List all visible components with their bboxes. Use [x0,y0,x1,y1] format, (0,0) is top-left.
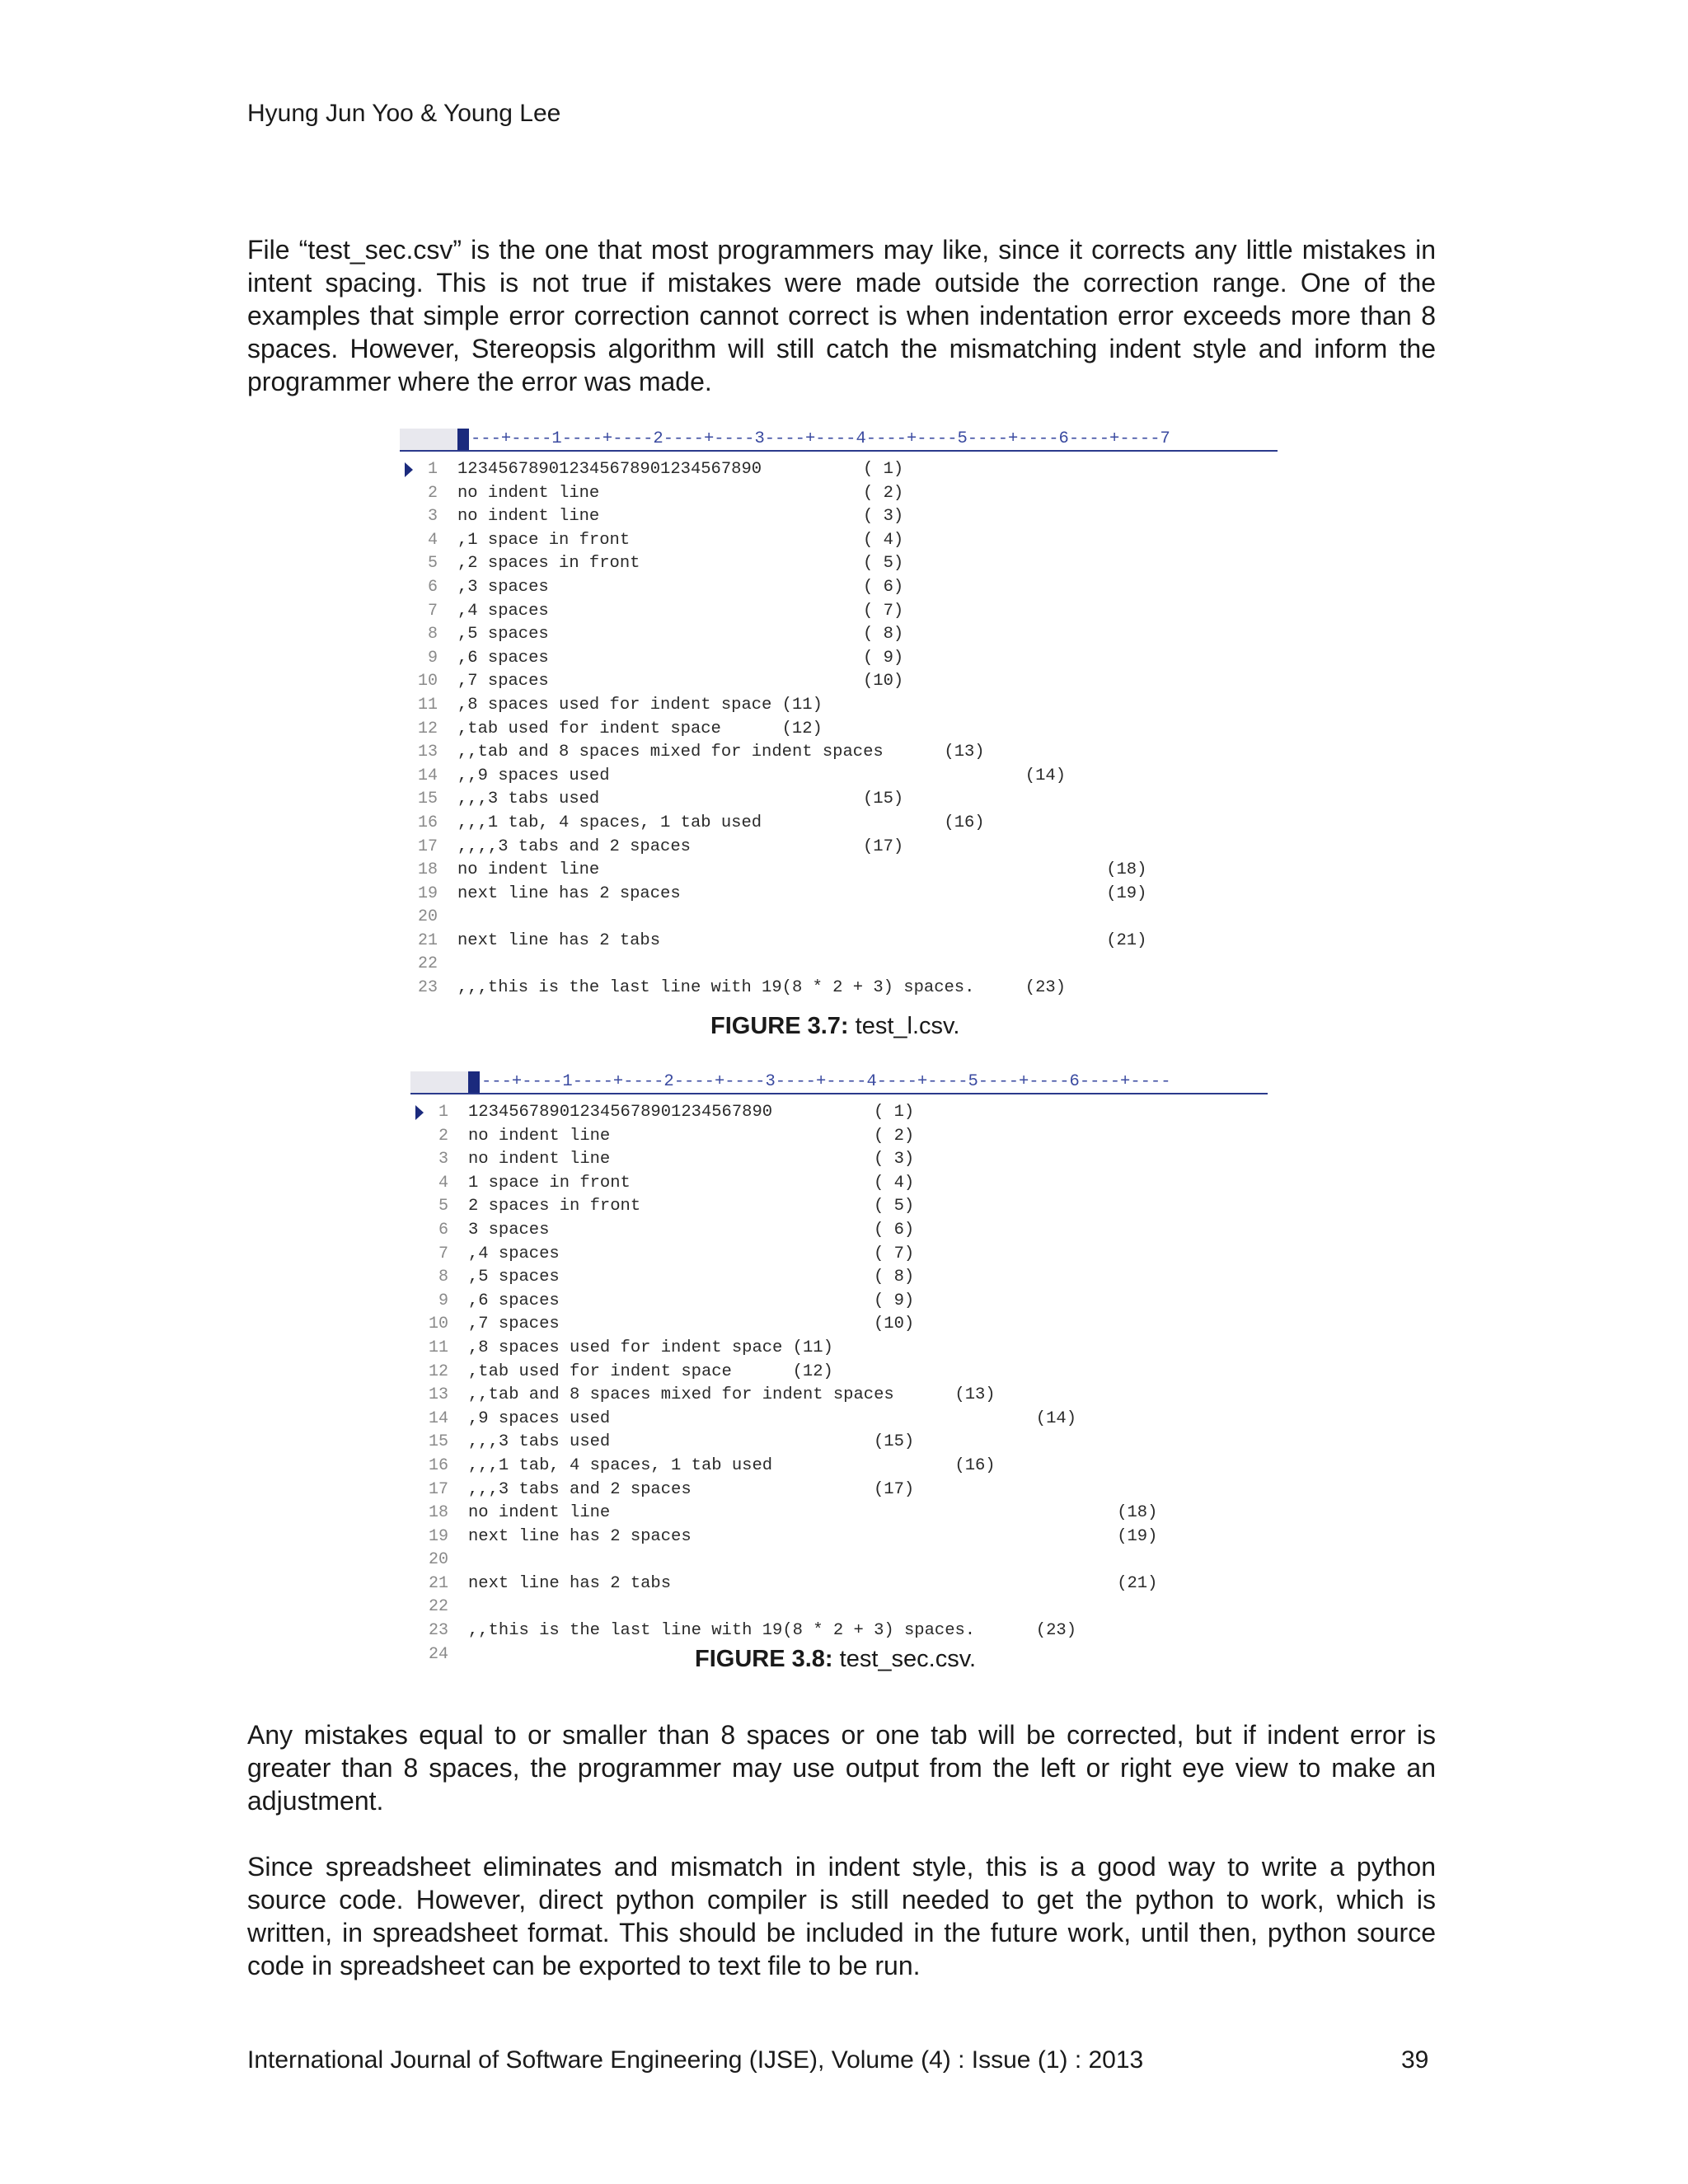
line-number: 9 [438,1291,448,1310]
line-text: ,7 spaces [457,672,549,691]
line-reference: (10) [863,672,904,691]
line-text: no indent line [468,1503,611,1523]
line-number: 14 [428,1408,448,1428]
line-text: ,,tab and 8 spaces mixed for indent spaces [468,1385,894,1405]
code-line [400,977,1278,1001]
line-number: 7 [438,1244,448,1263]
line-number: 17 [417,837,438,856]
column-ruler [410,1071,1268,1094]
line-text: next line has 2 tabs [468,1573,672,1593]
code-line [410,1549,1268,1572]
line-reference: ( 3) [863,507,904,527]
line-text: next line has 2 spaces [468,1526,692,1546]
code-line [410,1337,1268,1361]
line-reference: (17) [874,1479,915,1499]
line-reference: (18) [1106,860,1147,880]
code-line [400,883,1278,907]
line-number: 1 [427,460,438,479]
line-number: 20 [428,1550,448,1570]
code-line [400,670,1278,694]
line-text: 1234567890123456789012345678​90 [457,460,762,479]
code-line [410,1243,1268,1267]
code-lines [410,1101,1268,1666]
line-number: 8 [438,1268,448,1287]
code-line [400,458,1278,482]
line-reference: ( 2) [874,1126,915,1146]
line-number: 16 [428,1455,448,1475]
line-reference: ( 1) [863,460,904,479]
code-line [400,812,1278,836]
column-ruler [400,429,1278,452]
line-text: 1 space in front [468,1173,631,1193]
line-text: ,,,3 tabs used [468,1432,611,1452]
line-text: ,tab used for indent space [457,719,721,738]
line-text: ,,,1 tab, 4 spaces, 1 tab used [468,1455,773,1475]
line-text: ,7 spaces [468,1315,560,1334]
line-number: 20 [417,907,438,927]
code-line [410,1572,1268,1596]
line-number: 15 [417,790,438,809]
line-text: ,2 spaces in front [457,554,640,574]
line-number: 19 [428,1526,448,1546]
line-number: 11 [417,695,438,715]
code-line [400,836,1278,860]
code-line [410,1455,1268,1479]
paragraph-spreadsheet: Since spreadsheet eliminates and mismatch in indent style, this is a good way to write a python source code. However, direct python compiler is still needed to get the python to work, which is written, in spreadsheet format. This should be included in the future work, until then, python source code in spreadsheet can be exported to text file to be run. [247,1852,1436,1980]
line-number: 10 [417,672,438,691]
line-text: ,,tab and 8 spaces mixed for indent spaces [457,743,884,762]
line-number: 8 [427,625,438,644]
line-text: ,,,3 tabs and 2 spaces [468,1479,692,1499]
line-text: ,1 space in front [457,530,631,550]
code-line [400,529,1278,553]
line-reference: (13) [954,1385,996,1405]
code-line [400,953,1278,977]
line-number: 13 [428,1385,448,1405]
line-number: 12 [417,719,438,738]
line-text: ,5 spaces [457,625,549,644]
code-line [410,1526,1268,1549]
ruler-scale: ---+----1----+----2----+----3----+----4----+----5----+----6----+---- [481,1072,1171,1091]
line-text: 1234567890123456789012345678​90 [468,1103,773,1122]
code-line [410,1502,1268,1526]
line-reference: (13) [944,743,985,762]
code-line [410,1266,1268,1290]
line-number: 2 [438,1126,448,1146]
line-text: ,9 spaces used [468,1408,611,1428]
line-reference: (15) [874,1432,915,1452]
paragraph-correction: Any mistakes equal to or smaller than 8 spaces or one tab will be corrected, but if indent error is greater than 8 spaces, the programmer may use output from the left or right eye view to make an adjustment. [247,1720,1436,1816]
line-text: 3 spaces [468,1220,550,1240]
code-line [400,859,1278,883]
line-text: next line has 2 tabs [457,930,661,950]
line-text: ,3 spaces [457,577,549,597]
line-text: no indent line [468,1150,611,1169]
line-number: 2 [427,483,438,503]
code-line [400,906,1278,930]
figure-3-7-caption [710,1012,959,1040]
footer-journal: International Journal of Software Engineering (IJSE), Volume (4) : Issue (1) : 2013 [247,2046,1144,2074]
line-reference: (23) [1035,1621,1077,1641]
line-text: ,,,1 tab, 4 spaces, 1 tab used [457,813,762,832]
line-text: no indent line [457,483,600,503]
line-number: 22 [417,954,438,974]
line-text: no indent line [468,1126,611,1146]
line-text: ,,9 spaces used [457,766,610,785]
line-reference: (15) [863,790,904,809]
line-number: 18 [417,860,438,880]
code-line [400,505,1278,529]
line-reference: (16) [944,813,985,832]
code-line [400,765,1278,789]
code-line [400,718,1278,742]
line-reference: (16) [954,1455,996,1475]
line-number: 5 [427,554,438,574]
line-reference: (21) [1117,1573,1158,1593]
line-reference: (23) [1025,978,1067,998]
line-reference: ( 9) [863,648,904,668]
code-lines [400,458,1278,1001]
caption-text: test_sec.csv. [832,1646,977,1672]
line-text: 2 spaces in front [468,1197,641,1216]
line-reference: (14) [1035,1408,1077,1428]
line-number: 16 [417,813,438,832]
line-number: 5 [438,1197,448,1216]
line-reference: (18) [1117,1503,1158,1523]
ruler-scale: ---+----1----+----2----+----3----+----4----+----5----+----6----+----7 [471,429,1170,448]
line-text: ,4 spaces [468,1244,560,1263]
line-text: no indent line [457,860,600,880]
code-line [410,1219,1268,1243]
code-line [410,1596,1268,1619]
line-number: 12 [428,1361,448,1381]
caption-text: test_l.csv. [848,1013,960,1039]
line-reference: (12) [792,1361,833,1381]
code-line [410,1408,1268,1432]
line-text: no indent line [457,507,600,527]
line-text: ,tab used for indent space [468,1361,732,1381]
line-number: 1 [438,1103,448,1122]
line-number: 4 [427,530,438,550]
line-text: ,,,3 tabs used [457,790,600,809]
line-text: ,,this is the last line with 19(8 * 2 + 3) spaces. [468,1621,976,1641]
line-reference: ( 5) [874,1197,915,1216]
code-line [400,930,1278,954]
line-number: 24 [428,1644,448,1664]
line-number: 13 [417,743,438,762]
ruler-cursor-marker [457,429,469,450]
code-line [410,1125,1268,1149]
figure-3-8-caption [695,1645,976,1673]
code-line [410,1290,1268,1314]
line-reference: ( 4) [863,530,904,550]
ruler-cursor-marker [468,1071,480,1093]
code-line [410,1313,1268,1337]
line-text: ,8 spaces used for indent space (11) [457,695,823,715]
line-text: ,,,,3 tabs and 2 spaces [457,837,691,856]
line-number: 6 [427,577,438,597]
code-line [410,1384,1268,1408]
code-line [400,623,1278,647]
paragraph-intro: File “test_sec.csv” is the one that most programmers may like, since it corrects any little mistakes in intent spacing. This is not true if mistakes were made outside the correction range. One of the examples that simple error correction cannot correct is when indentation error exceeds more than 8 spaces. However, Stereopsis algorithm will still catch the mismatching indent style and inform the programmer where the error was made. [247,235,1436,396]
line-reference: ( 8) [863,625,904,644]
line-number: 3 [427,507,438,527]
line-number: 19 [417,883,438,903]
footer-page-number: 39 [1401,2046,1429,2074]
line-reference: (10) [874,1315,915,1334]
line-reference: ( 7) [863,601,904,621]
line-reference: ( 5) [863,554,904,574]
code-line [400,576,1278,600]
code-line [400,552,1278,576]
line-reference: (19) [1106,883,1147,903]
line-text: ,,,this is the last line with 19(8 * 2 + 3) spaces. [457,978,975,998]
code-line [400,482,1278,506]
line-reference: (21) [1106,930,1147,950]
line-text: ,6 spaces [468,1291,560,1310]
caption-label: FIGURE 3.7: [710,1013,849,1039]
line-number: 3 [438,1150,448,1169]
line-number: 23 [417,978,438,998]
line-number: 14 [417,766,438,785]
code-line [410,1195,1268,1219]
line-number: 21 [428,1573,448,1593]
line-number: 18 [428,1503,448,1523]
running-head-authors: Hyung Jun Yoo & Young Lee [247,100,561,127]
code-line [410,1172,1268,1196]
line-reference: ( 3) [874,1150,915,1169]
caption-label: FIGURE 3.8: [695,1646,833,1672]
code-line [400,647,1278,671]
line-reference: ( 4) [874,1173,915,1193]
code-line [400,600,1278,624]
line-text: ,8 spaces used for indent space (11) [468,1338,833,1357]
line-number: 10 [428,1315,448,1334]
line-text: ,4 spaces [457,601,549,621]
line-text: ,5 spaces [468,1268,560,1287]
line-number: 23 [428,1621,448,1641]
line-number: 9 [427,648,438,668]
line-reference: ( 6) [863,577,904,597]
line-reference: (12) [781,719,823,738]
line-number: 21 [417,930,438,950]
code-line [410,1101,1268,1125]
figure-3-7-editor [400,429,1278,997]
line-reference: ( 8) [874,1268,915,1287]
line-number: 22 [428,1597,448,1617]
code-line [400,788,1278,812]
line-text: ,6 spaces [457,648,549,668]
code-line [410,1148,1268,1172]
line-reference: (17) [863,837,904,856]
line-reference: ( 7) [874,1244,915,1263]
line-reference: ( 6) [874,1220,915,1240]
line-reference: ( 1) [874,1103,915,1122]
line-number: 15 [428,1432,448,1452]
code-line [400,694,1278,718]
code-line [410,1361,1268,1385]
line-number: 7 [427,601,438,621]
code-line [410,1619,1268,1643]
line-reference: (19) [1117,1526,1158,1546]
line-number: 17 [428,1479,448,1499]
line-number: 11 [428,1338,448,1357]
code-line [400,741,1278,765]
ruler-margin [400,429,457,450]
line-text: next line has 2 spaces [457,883,681,903]
line-number: 4 [438,1173,448,1193]
code-line [410,1479,1268,1502]
line-reference: ( 2) [863,483,904,503]
line-number: 6 [438,1220,448,1240]
code-line [410,1431,1268,1455]
line-reference: ( 9) [874,1291,915,1310]
line-reference: (14) [1025,766,1067,785]
ruler-margin [410,1071,468,1093]
